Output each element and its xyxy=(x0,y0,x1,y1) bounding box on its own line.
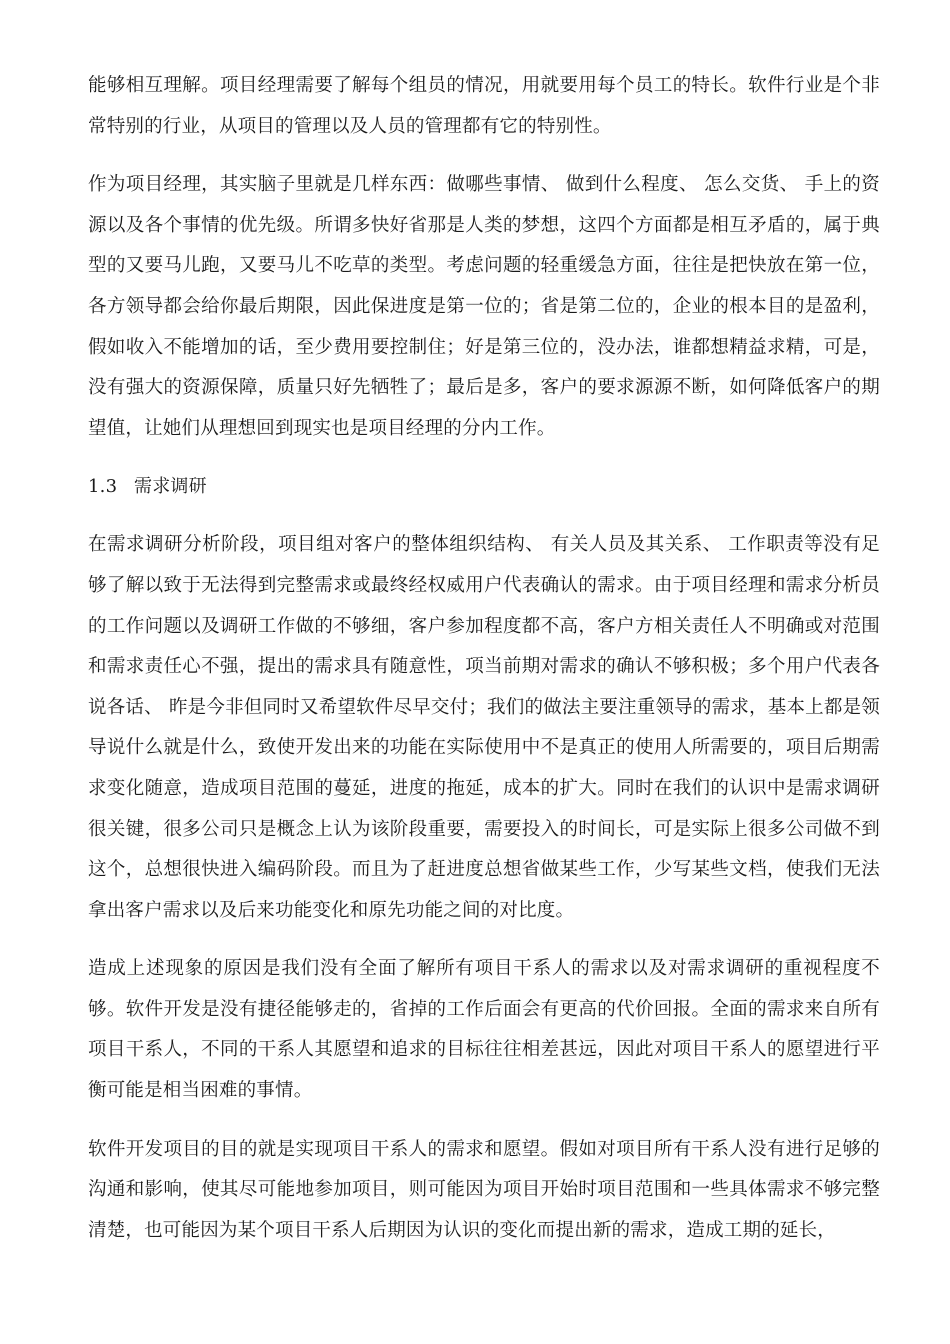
section-title: 需求调研 xyxy=(134,476,207,498)
paragraph-team-understanding: 能够相互理解。项目经理需要了解每个组员的情况，用就要用每个员工的特长。软件行业是个非常特别的行业，从项目的管理以及人员的管理都有它的特别性。 xyxy=(88,75,880,137)
document-page xyxy=(88,66,880,1251)
paragraph-project-manager-priorities: 作为项目经理，其实脑子里就是几样东西：做哪些事情、 做到什么程度、 怎么交货、 手上的资源以及各个事情的优先级。所谓多快好省那是人类的梦想，这四个方面都是相互矛盾的，属于典型的又要马儿跑，又要马儿不吃草的类型。考虑问题的轻重缓急方面，往往是把快放在第一位，各方领导都会给你最后期限，因此保进度是第一位的；省是第二位的，企业的根本目的是盈利，假如收入不能增加的话，至少费用要控制住；好是第三位的，没办法，谁都想精益求精，可是，没有强大的资源保障，质量只好先牺牲了；最后是多，客户的要求源源不断，如何降低客户的期望值，让她们从理想回到现实也是项目经理的分内工作。 xyxy=(88,174,880,439)
section-number: 1.3 xyxy=(88,476,118,498)
section-heading xyxy=(88,467,880,507)
paragraph-requirements-analysis: 在需求调研分析阶段，项目组对客户的整体组织结构、 有关人员及其关系、 工作职责等没有足够了解以致于无法得到完整需求或最终经权威用户代表确认的需求。由于项目经理和需求分析员的工作问题以及调研工作做的不够细，客户参加程度都不高，客户方相关责任人不明确或对范围和需求责任心不强，提出的需求具有随意性，项当前期对需求的确认不够积极；多个用户代表各说各话、 昨是今非但同时又希望软件尽早交付；我们的做法主要注重领导的需求，基本上都是领导说什么就是什么，致使开发出来的功能在实际使用中不是真正的使用人所需要的，项目后期需求变化随意，造成项目范围的蔓延，进度的拖延，成本的扩大。同时在我们的认识中是需求调研很关键，很多公司只是概念上认为该阶段重要，需要投入的时间长，可是实际上很多公司做不到这个，总想很快进入编码阶段。而且为了赶进度总想省做某些工作，少写某些文档，使我们无法拿出客户需求以及后来功能变化和原先功能之间的对比度。 xyxy=(88,534,880,921)
paragraph-project-goal: 软件开发项目的目的就是实现项目干系人的需求和愿望。假如对项目所有干系人没有进行足够的沟通和影响，使其尽可能地参加项目，则可能因为项目开始时项目范围和一些具体需求不够完整清楚，也可能因为某个项目干系人后期因为认识的变化而提出新的需求，造成工期的延长， xyxy=(88,1138,880,1241)
paragraph-root-cause: 造成上述现象的原因是我们没有全面了解所有项目干系人的需求以及对需求调研的重视程度不够。软件开发是没有捷径能够走的，省掉的工作后面会有更高的代价回报。全面的需求来自所有项目干系人，不同的干系人其愿望和追求的目标往往相差甚远，因此对项目干系人的愿望进行平衡可能是相当困难的事情。 xyxy=(88,958,880,1102)
